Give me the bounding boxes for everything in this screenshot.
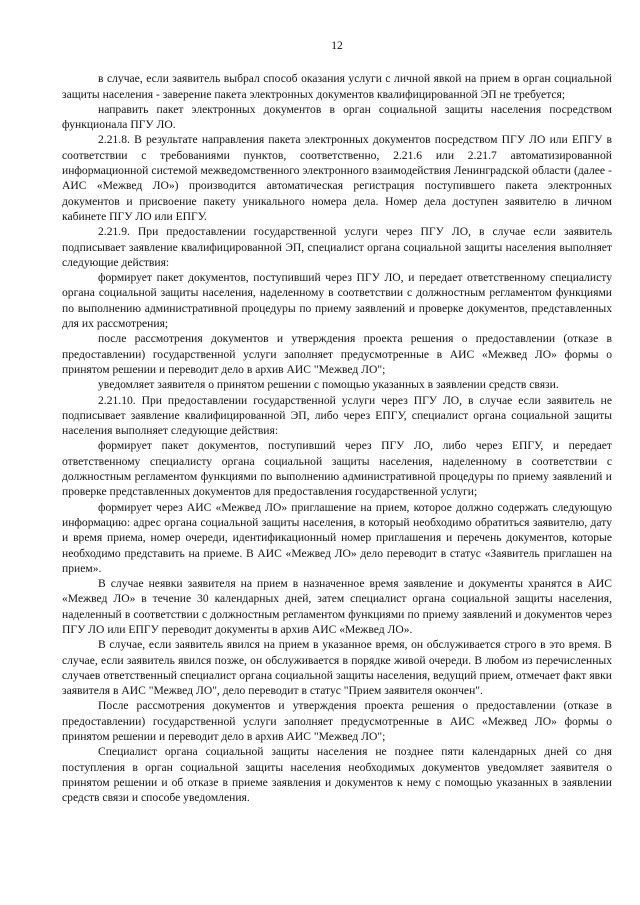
paragraph-6: после рассмотрения документов и утверждения проекта решения о предоставлении (отказе в предоставлении) государственной услуги заполняет предусмотренные в АИС «Межвед ЛО» формы о принятом решении и переводит дело в архив АИС "Межвед ЛО"; <box>62 332 612 376</box>
paragraph-14: Специалист органа социальной защиты населения не позднее пяти календарных дней со дня поступления в орган социальной защиты населения необходимых документов уведомляет заявителя о принятом решении и об отказе в приеме заявления и документов к нему с помощью указанных в заявлении средств связи и способе уведомления. <box>62 745 612 805</box>
paragraph-13: После рассмотрения документов и утверждения проекта решения о предоставлении (отказе в предоставлении) государственной услуги заполняет предусмотренные в АИС «Межвед ЛО» формы о принятом решении и переводит дело в архив АИС "Межвед ЛО"; <box>62 699 612 744</box>
paragraph-9: формирует пакет документов, поступивший через ПГУ ЛО, либо через ЕПГУ, и передает ответственному специалисту органа социальной защиты населения, наделенному в соответствии с должностным регламентом функциями по выполнению административной процедуры по приему заявлений и проверке представленных документов для предоставления государственной услуги; <box>62 439 612 499</box>
paragraph-11: В случае неявки заявителя на прием в назначенное время заявление и документы хранятся в АИС «Межвед ЛО» в течение 30 календарных дней, затем специалист органа социальной защиты населения, наделенный в соответствии с должностным регламентом функциями по приему заявлений и документов через ПГУ ЛО или ЕПГУ переводит документы в архив АИС «Межвед ЛО». <box>62 577 612 636</box>
paragraph-2: направить пакет электронных документов в орган социальной защиты населения посредством функционала ПГУ ЛО. <box>62 102 612 132</box>
paragraph-2-21-9: 2.21.9. При предоставлении государственной услуги через ПГУ ЛО, в случае если заявитель подписывает заявление квалифицированной ЭП, специалист органа социальной защиты населения выполняет следующие действия: <box>62 225 612 269</box>
page-number: 12 <box>331 39 343 52</box>
paragraph-2-21-8: 2.21.8. В результате направления пакета электронных документов посредством ПГУ ЛО или ЕПГУ в соответствии с требованиями пунктов, соответственно, 2.21.6 или 2.21.7 автоматизированной информационной системой межведомственного электронного взаимодействия Ленинградской области (далее - АИС «Межвед ЛО») производится автоматическая регистрация поступившего пакета электронных документов и присвоение пакету уникального номера дела. Номер дела доступен заявителю в личном кабинете ПГУ ЛО или ЕПГУ. <box>62 133 612 223</box>
paragraph-12: В случае, если заявитель явился на прием в указанное время, он обслуживается строго в это время. В случае, если заявитель явился позже, он обслуживается в порядке живой очереди. В любом из перечисленных случаев ответственный специалист органа социальной защиты населения, ведущий прием, отмечает факт явки заявителя в АИС "Межвед ЛО", дело переводит в статус "Прием заявителя окончен". <box>62 638 612 698</box>
paragraph-5: формирует пакет документов, поступивший через ПГУ ЛО, и передает ответственному специалисту органа социальной защиты населения, наделенному в соответствии с должностным регламентом функциями по выполнению административной процедуры по приему заявлений и проверке документов, представленных для их рассмотрения; <box>62 271 612 331</box>
paragraph-10: формирует через АИС «Межвед ЛО» приглашение на прием, которое должно содержать следующую информацию: адрес органа социальной защиты населения, в который необходимо обратиться заявителю, дату и время приема, номер очереди, идентификационный номер приглашения и перечень документов, которые необходимо представить на приеме. В АИС «Межвед ЛО» дело переводит в статус «Заявитель приглашен на прием». <box>62 500 612 575</box>
paragraph-2-21-10: 2.21.10. При предоставлении государственной услуги через ПГУ ЛО, в случае если заявитель не подписывает заявление квалифицированной ЭП, либо через ЕПГУ, специалист органа социальной защиты населения выполняет следующие действия: <box>62 393 612 438</box>
paragraph-7: уведомляет заявителя о принятом решении с помощью указанных в заявлении средств связи. <box>98 378 559 392</box>
paragraph-1: в случае, если заявитель выбрал способ оказания услуги с личной явкой на прием в орган социальной защиты населения - заверение пакета электронных документов квалифицированной ЭП не требуется; <box>62 72 612 101</box>
